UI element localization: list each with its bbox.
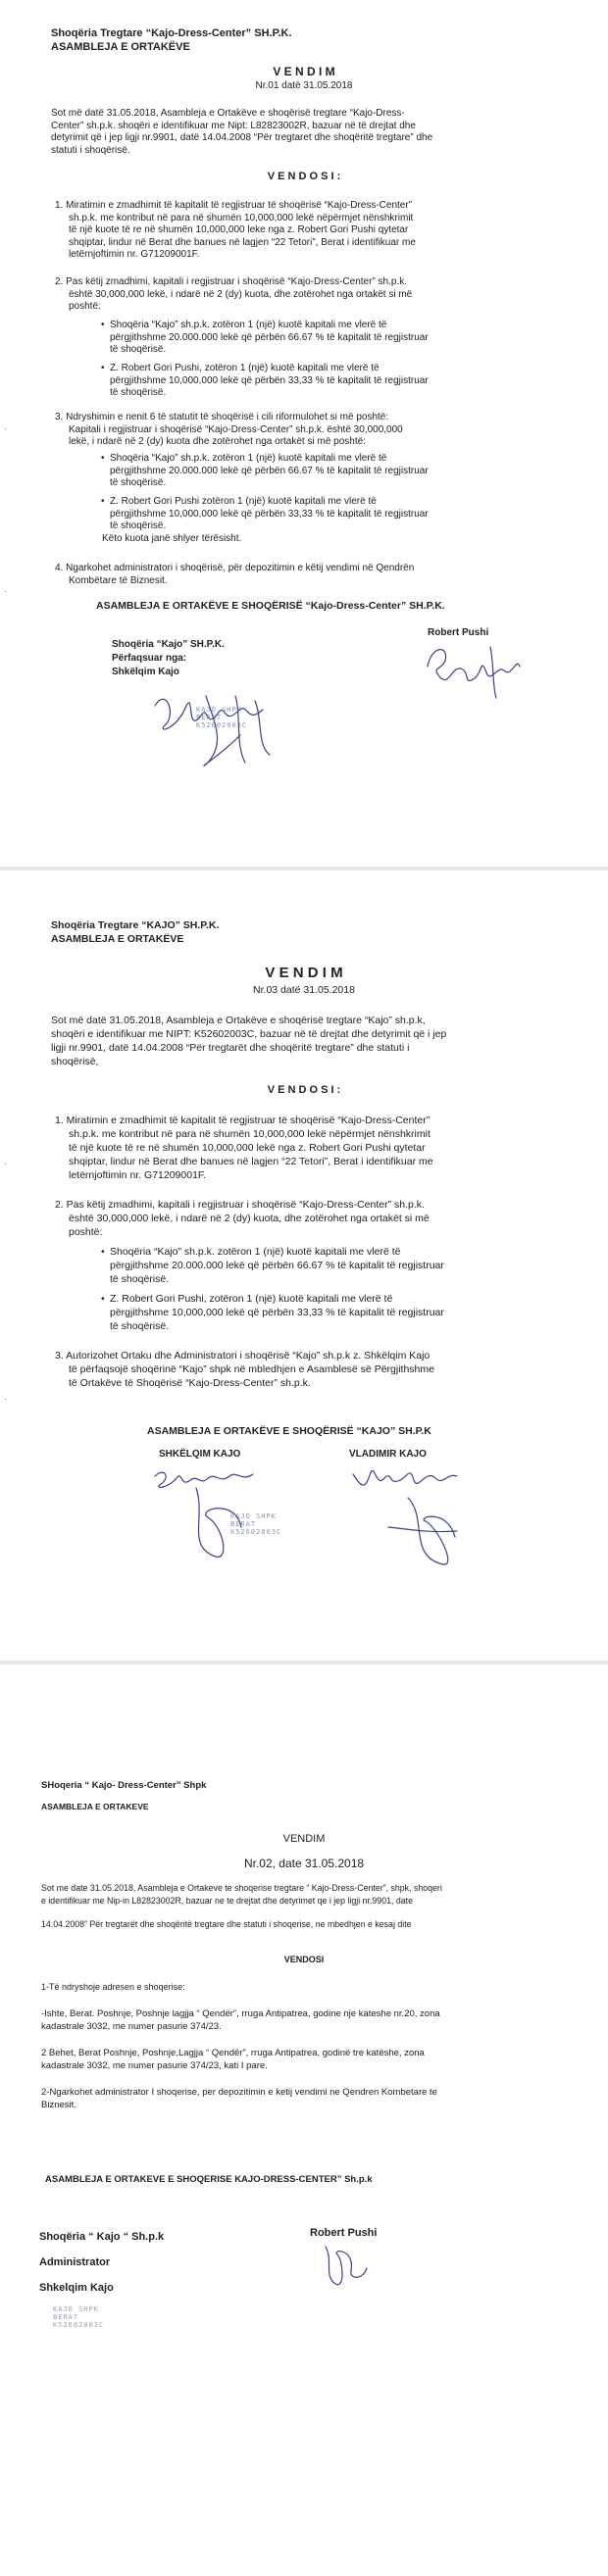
bullet-line: përgjithshme 10,000,000 lekë që përbën 33,33 % të kapitalit të regjistruar <box>110 508 429 520</box>
point-line: shqiptar, lindur në Berat dhe banues në lagjen “22 Tetori”, Berat i identifikuar me <box>69 1156 433 1167</box>
point-line: letërnjoftimin nr. G71209001F. <box>69 1169 207 1181</box>
signatory-name: Shkelqim Kajo <box>39 2282 114 2294</box>
point-line: 4. Ngarkohet administratori i shoqërisë, për depozitimin e këtij vendimi në Qendrën <box>55 563 415 573</box>
assembly-footer: ASAMBLEJA E ORTAKEVE E SHOQERISE KAJO-DRESS-CENTER” Sh.p.k <box>45 2174 373 2185</box>
point-1: 1-Të ndryshoje adresen e shoqerise: <box>41 1982 185 1992</box>
bullet-item <box>110 1292 444 1333</box>
signatory-company: Shoqëria “Kajo” SH.P.K. <box>112 639 225 650</box>
point-line: 1. Miratimin e zmadhimit të kapitalit të regjistruar të shoqërisë “Kajo-Dress-Center” <box>55 200 413 211</box>
point-3 <box>55 1349 584 1390</box>
bullet-line: • Shoqëria “Kajo” sh.p.k. zotëron 1 (një) kuotë kapitali me vlerë të <box>110 453 387 464</box>
header-company: Shoqëria Tregtare “Kajo-Dress-Center” SH.P.K. <box>51 27 292 39</box>
bullet-line: përgjithshme 10,000,000 lekë që përbën 33,33 % të kapitalit të regjistruar <box>110 1307 444 1318</box>
point-2 <box>55 1198 584 1239</box>
point-line: është 30,000,000 lekë, i ndarë në 2 (dy) kuota, dhe zotërohet nga ortakët si më <box>69 1213 430 1224</box>
point-1 <box>55 200 565 262</box>
bullet-item <box>110 496 429 533</box>
signatory-right-name: VLADIMIR KAJO <box>349 1449 427 1460</box>
bullet-item <box>110 363 429 400</box>
point-line: të një kuote të re në shumën 10,000,000 lekë nga z. Robert Gori Pushi qytetar <box>69 1142 426 1154</box>
point-line: sh.p.k. me kontribut në para në shumën 10,000,000 lekë nëpërmjet nënshkrimit <box>69 212 414 223</box>
bullet-item <box>110 1245 444 1286</box>
margin-mark: · <box>4 1159 7 1168</box>
address-line: -Ishte, Berat. Poshnje, Poshnje lagjja “ Qendër”, rruga Antipatrea, godine nje kateshe nr.20, zona <box>41 2008 440 2019</box>
vendosi-heading: V E N D O S I : <box>267 171 341 182</box>
signatory-right-name: Robert Pushi <box>310 2227 378 2239</box>
company-stamp: KAJO SHPK BERAT K52602003C <box>230 1512 282 1536</box>
bullet-line: të shoqërisë. <box>110 344 167 355</box>
header-company: SHoqeria “ Kajo- Dress-Center” Shpk <box>41 1780 207 1791</box>
address-line: kadastrale 3032, me numer pasurie 374/23. <box>41 2021 222 2032</box>
point-line: poshtë: <box>69 301 101 312</box>
intro-line: shoqëri e identifikuar me NIPT: K52602003C, bazuar në të drejtat dhe detyrimit që i jep <box>51 1028 447 1040</box>
margin-mark: · <box>4 586 7 596</box>
doc-number: Nr.03 datë 31.05.2018 <box>253 984 355 996</box>
bullet-line: të shoqërisë. <box>110 477 167 488</box>
intro-line: ligji nr.9901, datë 14.04.2008 “Për tregtarët dhe shoqëritë tregtare” dhe statuti i <box>51 1042 410 1054</box>
assembly-footer: ASAMBLEJA E ORTAKËVE E SHOQËRISË “Kajo-Dress-Center” SH.P.K. <box>96 600 445 612</box>
signature-vladimir <box>349 1459 496 1576</box>
header-company: Shoqëria Tregtare “KAJO” SH.P.K. <box>51 919 220 931</box>
signatory-name: Shkëlqim Kajo <box>112 667 179 677</box>
point-line: shqiptar, lindur në Berat dhe banues në lagjen “22 Tetori”, Berat i identifikuar me <box>69 236 416 248</box>
signatory-company: Shoqëria “ Kajo “ Sh.p.k <box>39 2231 165 2243</box>
bullet-line: përgjithshme 20.000.000 lekë që përbën 66.67 % të kapitalit të regjistruar <box>110 465 429 476</box>
new-address <box>41 2047 590 2072</box>
point-2 <box>55 276 565 314</box>
point-line: Kombëtare të Biznesit. <box>69 574 168 586</box>
bullet-line: të shoqërisë. <box>110 1273 170 1285</box>
signatory-represented: Përfaqsuar nga: <box>112 653 187 664</box>
company-stamp: KAJO SHPK BERAT K52602003C <box>53 2305 105 2329</box>
address-line: 2 Behet, Berat Poshnje, Poshnje,Lagjja “ Qendër”, rruga Antipatrea, godinë tre katëshe, zona <box>41 2048 425 2058</box>
point-line: Biznesit. <box>41 2100 76 2110</box>
company-stamp: KAJO SHPK BERAT K52602003C <box>196 706 248 729</box>
point-line: letërnjoftimin nr. G71209001F. <box>69 249 200 260</box>
point-4 <box>55 563 565 587</box>
header-assembly: ASAMBLEJA E ORTAKËVE <box>51 933 184 945</box>
document-page-2 <box>0 870 608 1660</box>
signature-pushi <box>316 2241 375 2290</box>
point-line: Kapitali i regjistruar i shoqërisë “Kajo-Dress-Center” sh.p.k. është 30,000,000 <box>69 423 403 435</box>
intro-paragraph <box>51 1014 581 1068</box>
doc-title: V E N D I M <box>273 65 335 78</box>
bullet-line: • Z. Robert Gori Pushi zotëron 1 (një) kuotë kapitali me vlerë të <box>110 496 377 507</box>
point-line: të një kuote të re në shumën 10,000,000 leke nga z. Robert Gori Pushi qytetar <box>69 224 409 235</box>
intro-line: Sot më datë 31.05.2018, Asambleja e Ortakëve e shoqërisë tregtare “Kajo-Dress- <box>51 108 405 119</box>
signatory-right-name: Robert Pushi <box>428 627 489 638</box>
assembly-footer: ASAMBLEJA E ORTAKËVE E SHOQËRISË “KAJO” SH.P.K <box>147 1425 431 1437</box>
bullet-line: të shoqërisë. <box>110 520 167 531</box>
bullet-line: përgjithshme 20.000.000 lekë që përbën 66.67 % të kapitalit të regjistruar <box>110 1260 444 1271</box>
point-2 <box>41 2086 590 2111</box>
signatory-role: Administrator <box>39 2256 111 2268</box>
point-line: 2-Ngarkohet administrator I shoqerise, per depozitimin e ketij vendimi ne Qendren Kombetare te <box>41 2087 437 2098</box>
intro-paragraph <box>41 1882 590 1907</box>
intro-line: shoqërisë, <box>51 1056 99 1067</box>
intro-line: Center” sh.p.k. shoqëri e identifikuar me Nipt: L82823002R, bazuar në të drejtat dhe <box>51 120 416 131</box>
point-1 <box>55 1114 584 1182</box>
intro-line: 14.04.2008” Për tregtarët dhe shoqëritë tregtare dhe statuti i shoqerise, ne mbedhjen e kesaj dite <box>41 1919 412 1929</box>
bullet-line: • Shoqëria “Kajo” sh.p.k. zotëron 1 (një) kuotë kapitali me vlerë të <box>110 320 387 330</box>
point-line: 1. Miratimin e zmadhimit të kapitalit të regjistruar të shoqërisë “Kajo-Dress-Center” <box>55 1115 431 1126</box>
doc-title: V E N D I M <box>265 965 343 981</box>
bullet-line: të shoqërisë. <box>110 387 167 398</box>
bullet-line: përgjithshme 10,000,000 lekë që përbën 33,33 % të kapitalit të regjistruar <box>110 374 429 386</box>
intro-line: Sot më datë 31.05.2018, Asambleja e Ortakëve e shoqërisë tregtare “Kajo” sh.p.k, <box>51 1015 426 1026</box>
signature-pushi <box>422 637 530 706</box>
vendosi-heading: V E N D O S I : <box>267 1084 341 1096</box>
doc-number: Nr.02, date 31.05.2018 <box>243 1857 365 1870</box>
intro-line: Sot me date 31.05.2018, Asambleja e Ortakeve te shoqerise tregtare “ Kajo-Dress-Center”, shpk, shoqeri <box>41 1883 442 1893</box>
quota-paid-note: Këto kuota janë shlyer tërësisht. <box>102 533 242 544</box>
document-page-3 <box>0 1664 608 2576</box>
bullet-line: • Z. Robert Gori Pushi, zotëron 1 (një) kuotë kapitali me vlerë të <box>110 363 380 373</box>
doc-number: Nr.01 datë 31.05.2018 <box>255 80 353 91</box>
point-line: 3. Ndryshimin e nenit 6 të statutit të shoqërisë i cili riformulohet si më poshtë: <box>55 412 389 422</box>
vendosi-heading: VENDOSI <box>283 1955 325 1964</box>
bullet-line: • Shoqëria “Kajo” sh.p.k. zotëron 1 (një) kuotë kapitali me vlerë të <box>110 1246 401 1258</box>
doc-title: VENDIM <box>282 1833 326 1845</box>
point-line: të përfaqsojë shoqërinë “Kajo” shpk në mbledhjen e Asamblesë së Përgjithshme <box>69 1363 434 1375</box>
margin-mark: · <box>4 1394 7 1404</box>
bullet-item <box>110 453 429 490</box>
old-address <box>41 2007 590 2033</box>
intro-line: statuti i shoqërisë. <box>51 144 130 156</box>
bullet-item <box>110 320 429 357</box>
point-line: 2. Pas këtij zmadhimi, kapitali i regjistruar i shoqërisë “Kajo-Dress-Center” sh.p.k. <box>55 1199 425 1211</box>
margin-mark: · <box>4 423 7 433</box>
bullet-line: • Z. Robert Gori Pushi, zotëron 1 (një) kuotë kapitali me vlerë të <box>110 1293 393 1305</box>
document-page-1 <box>0 0 608 867</box>
address-line: kadastrale 3032, me numer pasurie 374/23, kati I pare. <box>41 2060 268 2071</box>
point-line: të Ortakëve të Shoqërisë “Kajo-Dress-Center” sh.p.k. <box>69 1377 311 1389</box>
point-line: poshtë: <box>69 1226 103 1238</box>
signatory-left-name: SHKËLQIM KAJO <box>159 1449 241 1460</box>
point-line: sh.p.k. me kontribut në para në shumën 10,000,000 lekë nëpërmjet nënshkrimit <box>69 1128 431 1140</box>
header-assembly: ASAMBLEJA E ORTAKEVE <box>41 1802 149 1811</box>
point-line: 3. Autorizohet Ortaku dhe Administratori i shoqërisë “Kajo” sh.p.k z. Shkëlqim Kajo <box>55 1350 431 1362</box>
point-line: 2. Pas këtij zmadhimi, kapitali i regjistruar i shoqërisë “Kajo-Dress-Center” sh.p.k. <box>55 276 408 287</box>
point-3 <box>55 412 565 449</box>
bullet-line: të shoqërisë. <box>110 1320 170 1332</box>
bullet-line: përgjithshme 20.000.000 lekë që përbën 66.67 % të kapitalit të regjistruar <box>110 331 429 343</box>
intro-line: detyrimit që i jep ligji nr.9901, datë 14.04.2008 “Për tregtaret dhe shoqëritë tregtare” dhe <box>51 132 433 143</box>
intro-paragraph <box>51 108 561 157</box>
point-line: është 30,000,000 lekë, i ndarë në 2 (dy) kuota, dhe zotërohet nga ortakët si më <box>69 288 413 300</box>
point-line: lekë, i ndarë në 2 (dy) kuota dhe zotërohet nga ortakët si më poshtë: <box>69 436 366 447</box>
header-assembly: ASAMBLEJA E ORTAKËVE <box>51 41 190 53</box>
intro-line: e identifikuar me Nip-in L82823002R, bazuar ne te drejtat dhe detyrimet qe i jep ligji nr.9901, date <box>41 1896 413 1906</box>
